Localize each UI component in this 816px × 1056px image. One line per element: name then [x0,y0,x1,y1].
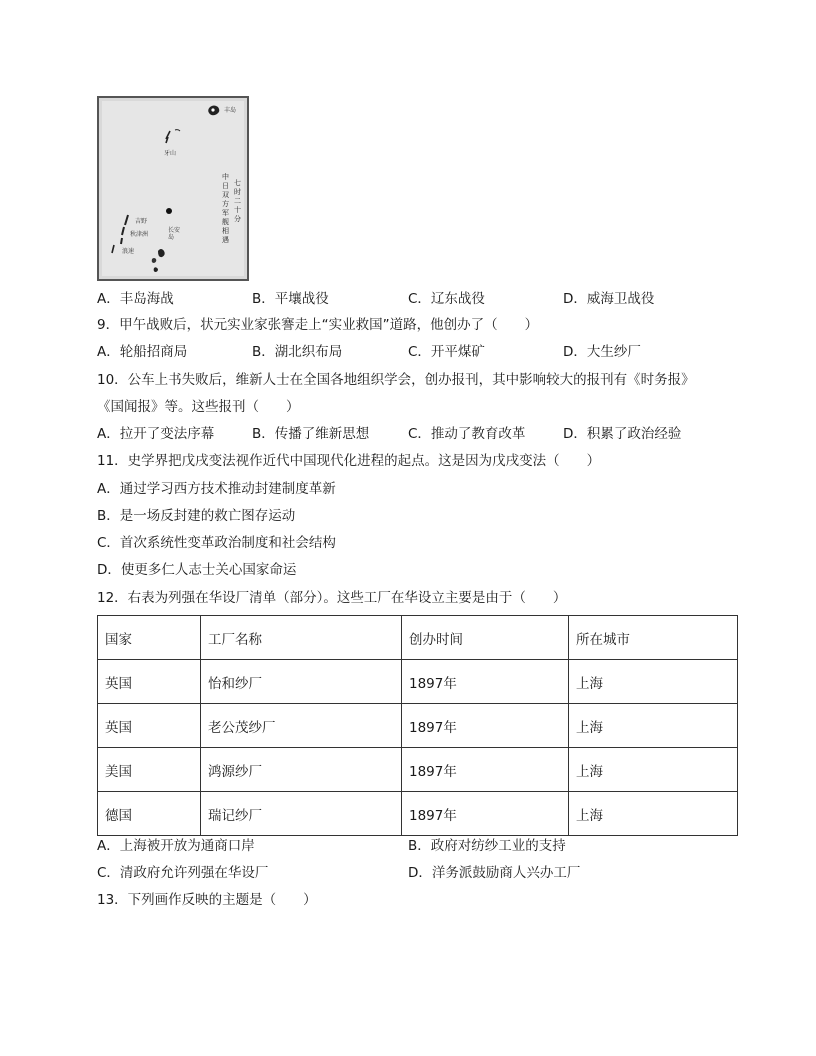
map-label-island: 丰岛 [224,107,237,114]
q8-option-c: C．辽东战役 [408,291,485,307]
q12-stem: 12．右表为列强在华设厂清单（部分）。这些工厂在华设立主要是由于（ ） [97,590,567,606]
table-cell: 上海 [569,792,738,836]
q10-option-a: A．拉开了变法序幕 [97,426,215,442]
q11-option-c: C．首次系统性变革政治制度和社会结构 [97,535,336,551]
q11-option-a: A．通过学习西方技术推动封建制度革新 [97,481,336,497]
table-cell: 英国 [98,660,201,704]
map-label-left2: 秋津洲 [130,231,149,238]
map-background [102,101,244,276]
table-cell: 鸿源纱厂 [201,748,402,792]
q9-option-a: A．轮船招商局 [97,344,188,360]
table-cell: 1897年 [402,660,569,704]
q9-option-b: B．湖北织布局 [252,344,343,360]
table-cell: 英国 [98,704,201,748]
q12-option-d: D．洋务派鼓励商人兴办工厂 [408,865,581,881]
q10-stem-line2: 《国闻报》等。这些报刊（ ） [97,399,300,415]
table-cell: 上海 [569,704,738,748]
map-label-left3: 浪速 [122,248,135,255]
battle-map-figure [97,96,249,281]
table-row [98,704,738,748]
q12-option-c: C．清政府允许列强在华设厂 [97,865,269,881]
ship-cluster [158,249,165,257]
table-cell: 怡和纱厂 [201,660,402,704]
table-cell: 老公茂纱厂 [201,704,402,748]
q10-stem-line1: 10．公车上书失败后，维新人士在全国各地组织学会，创办报刊，其中影响较大的报刊有《时务报》 [97,372,695,388]
q11-stem: 11．史学界把戊戌变法视作近代中国现代化进程的起点。这是因为戊戌变法（ ） [97,453,601,469]
map-label-right: 长安岛 [168,227,181,241]
q9-option-c: C．开平煤矿 [408,344,485,360]
map-label-left1: 吉野 [135,218,148,225]
map-label-upper: 牙山 [164,150,177,157]
q10-option-c: C．推动了教育改革 [408,426,526,442]
q9-option-d: D．大生纱厂 [563,344,641,360]
map-vertical-caption: 中日双方军舰相遇 [222,173,229,244]
table-cell: 1897年 [402,704,569,748]
table-cell: 1897年 [402,748,569,792]
table-cell: 上海 [569,748,738,792]
q9-stem: 9．甲午战败后，状元实业家张謇走上“实业救国”道路，他创办了（ ） [97,317,539,333]
fleet-left-marker [121,215,128,244]
q8-option-b: B．平壤战役 [252,291,329,307]
factory-table [97,615,738,836]
table-cell: 美国 [98,748,201,792]
q12-option-b: B．政府对纺纱工业的支持 [408,838,566,854]
table-row [98,792,738,836]
q8-option-a: A．丰岛海战 [97,291,174,307]
table-header-city: 所在城市 [569,616,738,660]
table-cell: 瑞记纱厂 [201,792,402,836]
q10-option-d: D．积累了政治经验 [563,426,682,442]
q13-stem: 13．下列画作反映的主题是（ ） [97,892,317,908]
table-header-country: 国家 [98,616,201,660]
ship-dot [166,208,172,214]
table-row [98,660,738,704]
table-header-factory: 工厂名称 [201,616,402,660]
q12-option-a: A．上海被开放为通商口岸 [97,838,255,854]
q10-option-b: B．传播了维新思想 [252,426,370,442]
q11-option-b: B．是一场反封建的救亡图存运动 [97,508,296,524]
map-vertical-time: 七时二十分 [234,179,241,223]
table-header-row [98,616,738,660]
fleet-upper-marker [166,131,170,143]
table-cell: 德国 [98,792,201,836]
table-row [98,748,738,792]
table-cell: 1897年 [402,792,569,836]
q8-option-d: D．威海卫战役 [563,291,655,307]
table-cell: 上海 [569,660,738,704]
q11-option-d: D．使更多仁人志士关心国家命运 [97,562,297,578]
table-header-year: 创办时间 [402,616,569,660]
